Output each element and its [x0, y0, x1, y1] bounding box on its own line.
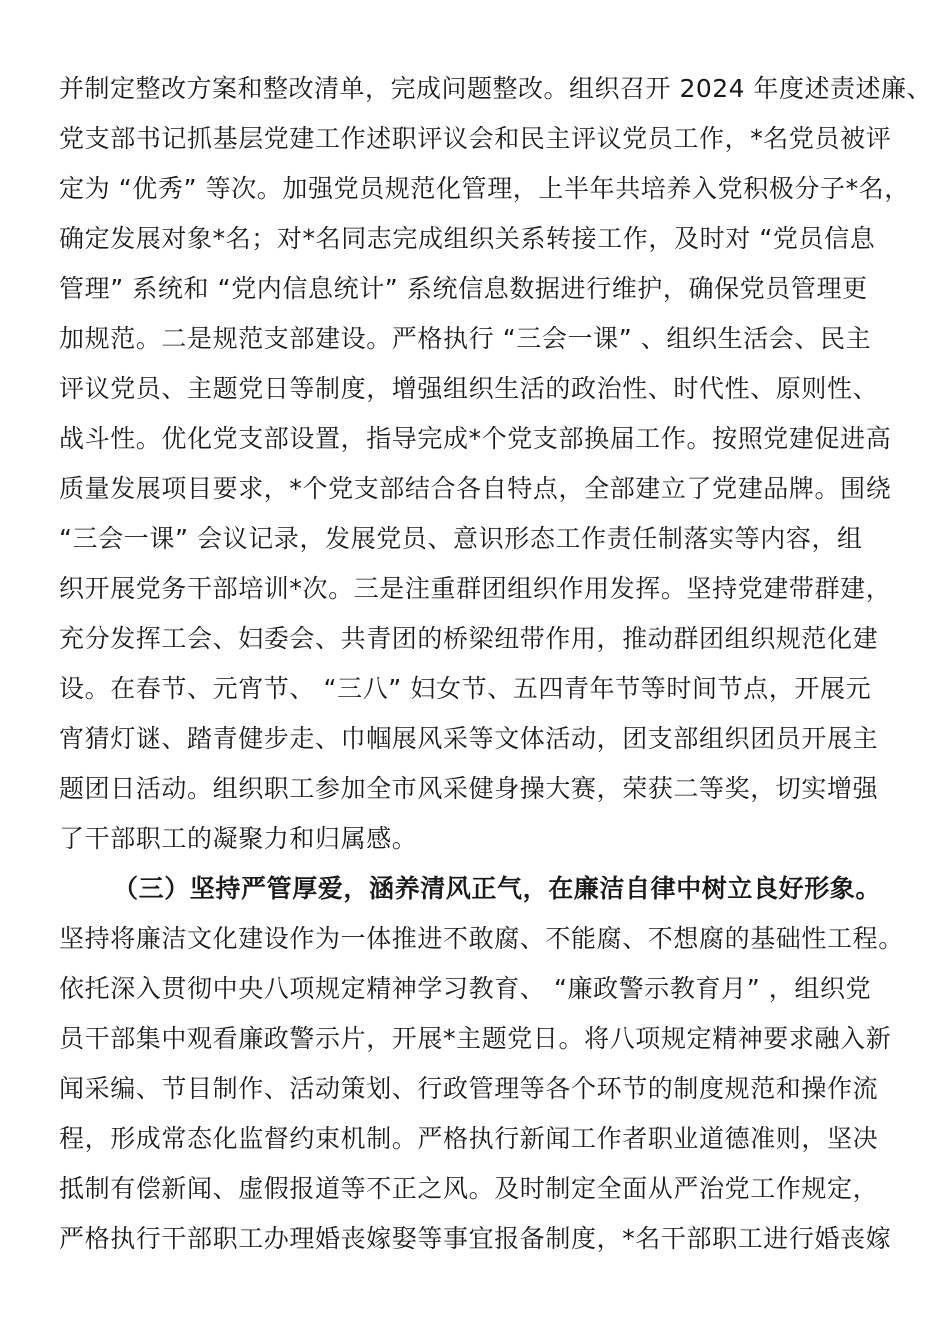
body-text-line: 质量发展项目要求，*个党支部结合各自特点，全部建立了党建品牌。围绕 [59, 474, 892, 503]
body-text-line: 管理” 系统和 “党内信息统计” 系统信息数据进行维护，确保党员管理更 [59, 274, 868, 303]
body-text-line: 题团日活动。组织职工参加全市风采健身操大赛，荣获二等奖，切实增强 [59, 774, 879, 803]
body-text-line: 评议党员、主题党日等制度，增强组织生活的政治性、时代性、原则性、 [59, 374, 879, 403]
body-text-line: 定为 “优秀” 等次。加强党员规范化管理，上半年共培养入党积极分子*名， [59, 174, 910, 203]
body-text-line: 加规范。二是规范支部建设。严格执行 “三会一课” 、组织生活会、民主 [59, 324, 872, 353]
body-text-line: 了干部职工的凝聚力和归属感。 [59, 824, 418, 853]
body-text-line: 宵猜灯谜、踏青健步走、巾帼展风采等文体活动，团支部组织团员开展主 [59, 724, 879, 753]
body-text-line: 充分发挥工会、妇委会、共青团的桥梁纽带作用，推动群团组织规范化建 [59, 624, 879, 653]
body-text-line: 党支部书记抓基层党建工作述职评议会和民主评议党员工作，*名党员被评 [59, 124, 892, 153]
body-text-line: 设。在春节、元宵节、 “三八” 妇女节、五四青年节等时间节点，开展元 [59, 674, 872, 703]
body-text-line: 依托深入贯彻中央八项规定精神学习教育、 “廉政警示教育月” ，组织党 [59, 974, 872, 1003]
body-text-line: 坚持将廉洁文化建设作为一体推进不敢腐、不能腐、不想腐的基础性工程。 [59, 924, 904, 953]
body-text-line: 程，形成常态化监督约束机制。严格执行新闻工作者职业道德准则，坚决 [59, 1124, 879, 1153]
section-heading: （三）坚持严管厚爱，涵养清风正气，在廉洁自律中树立良好形象。 [113, 874, 882, 903]
body-text-line: 严格执行干部职工办理婚丧嫁娶等事宜报备制度，*名干部职工进行婚丧嫁 [59, 1224, 892, 1253]
body-text-line: 员干部集中观看廉政警示片，开展*主题党日。将八项规定精神要求融入新 [59, 1024, 892, 1053]
body-text-line: 闻采编、节目制作、活动策划、行政管理等各个环节的制度规范和操作流 [59, 1074, 879, 1103]
body-text-line: 并制定整改方案和整改清单，完成问题整改。组织召开 2024 年度述责述廉、 [59, 74, 933, 103]
body-text-line: 织开展党务干部培训*次。三是注重群团组织作用发挥。坚持党建带群建， [59, 574, 892, 603]
body-text-line: “三会一课” 会议记录，发展党员、意识形态工作责任制落实等内容，组 [59, 524, 863, 553]
body-text-line: 战斗性。优化党支部设置，指导完成*个党支部换届工作。按照党建促进高 [59, 424, 892, 453]
body-text-line: 确定发展对象*名；对*名同志完成组织关系转接工作，及时对 “党员信息 [59, 224, 876, 253]
body-text-line: 抵制有偿新闻、虚假报道等不正之风。及时制定全面从严治党工作规定， [59, 1174, 879, 1203]
